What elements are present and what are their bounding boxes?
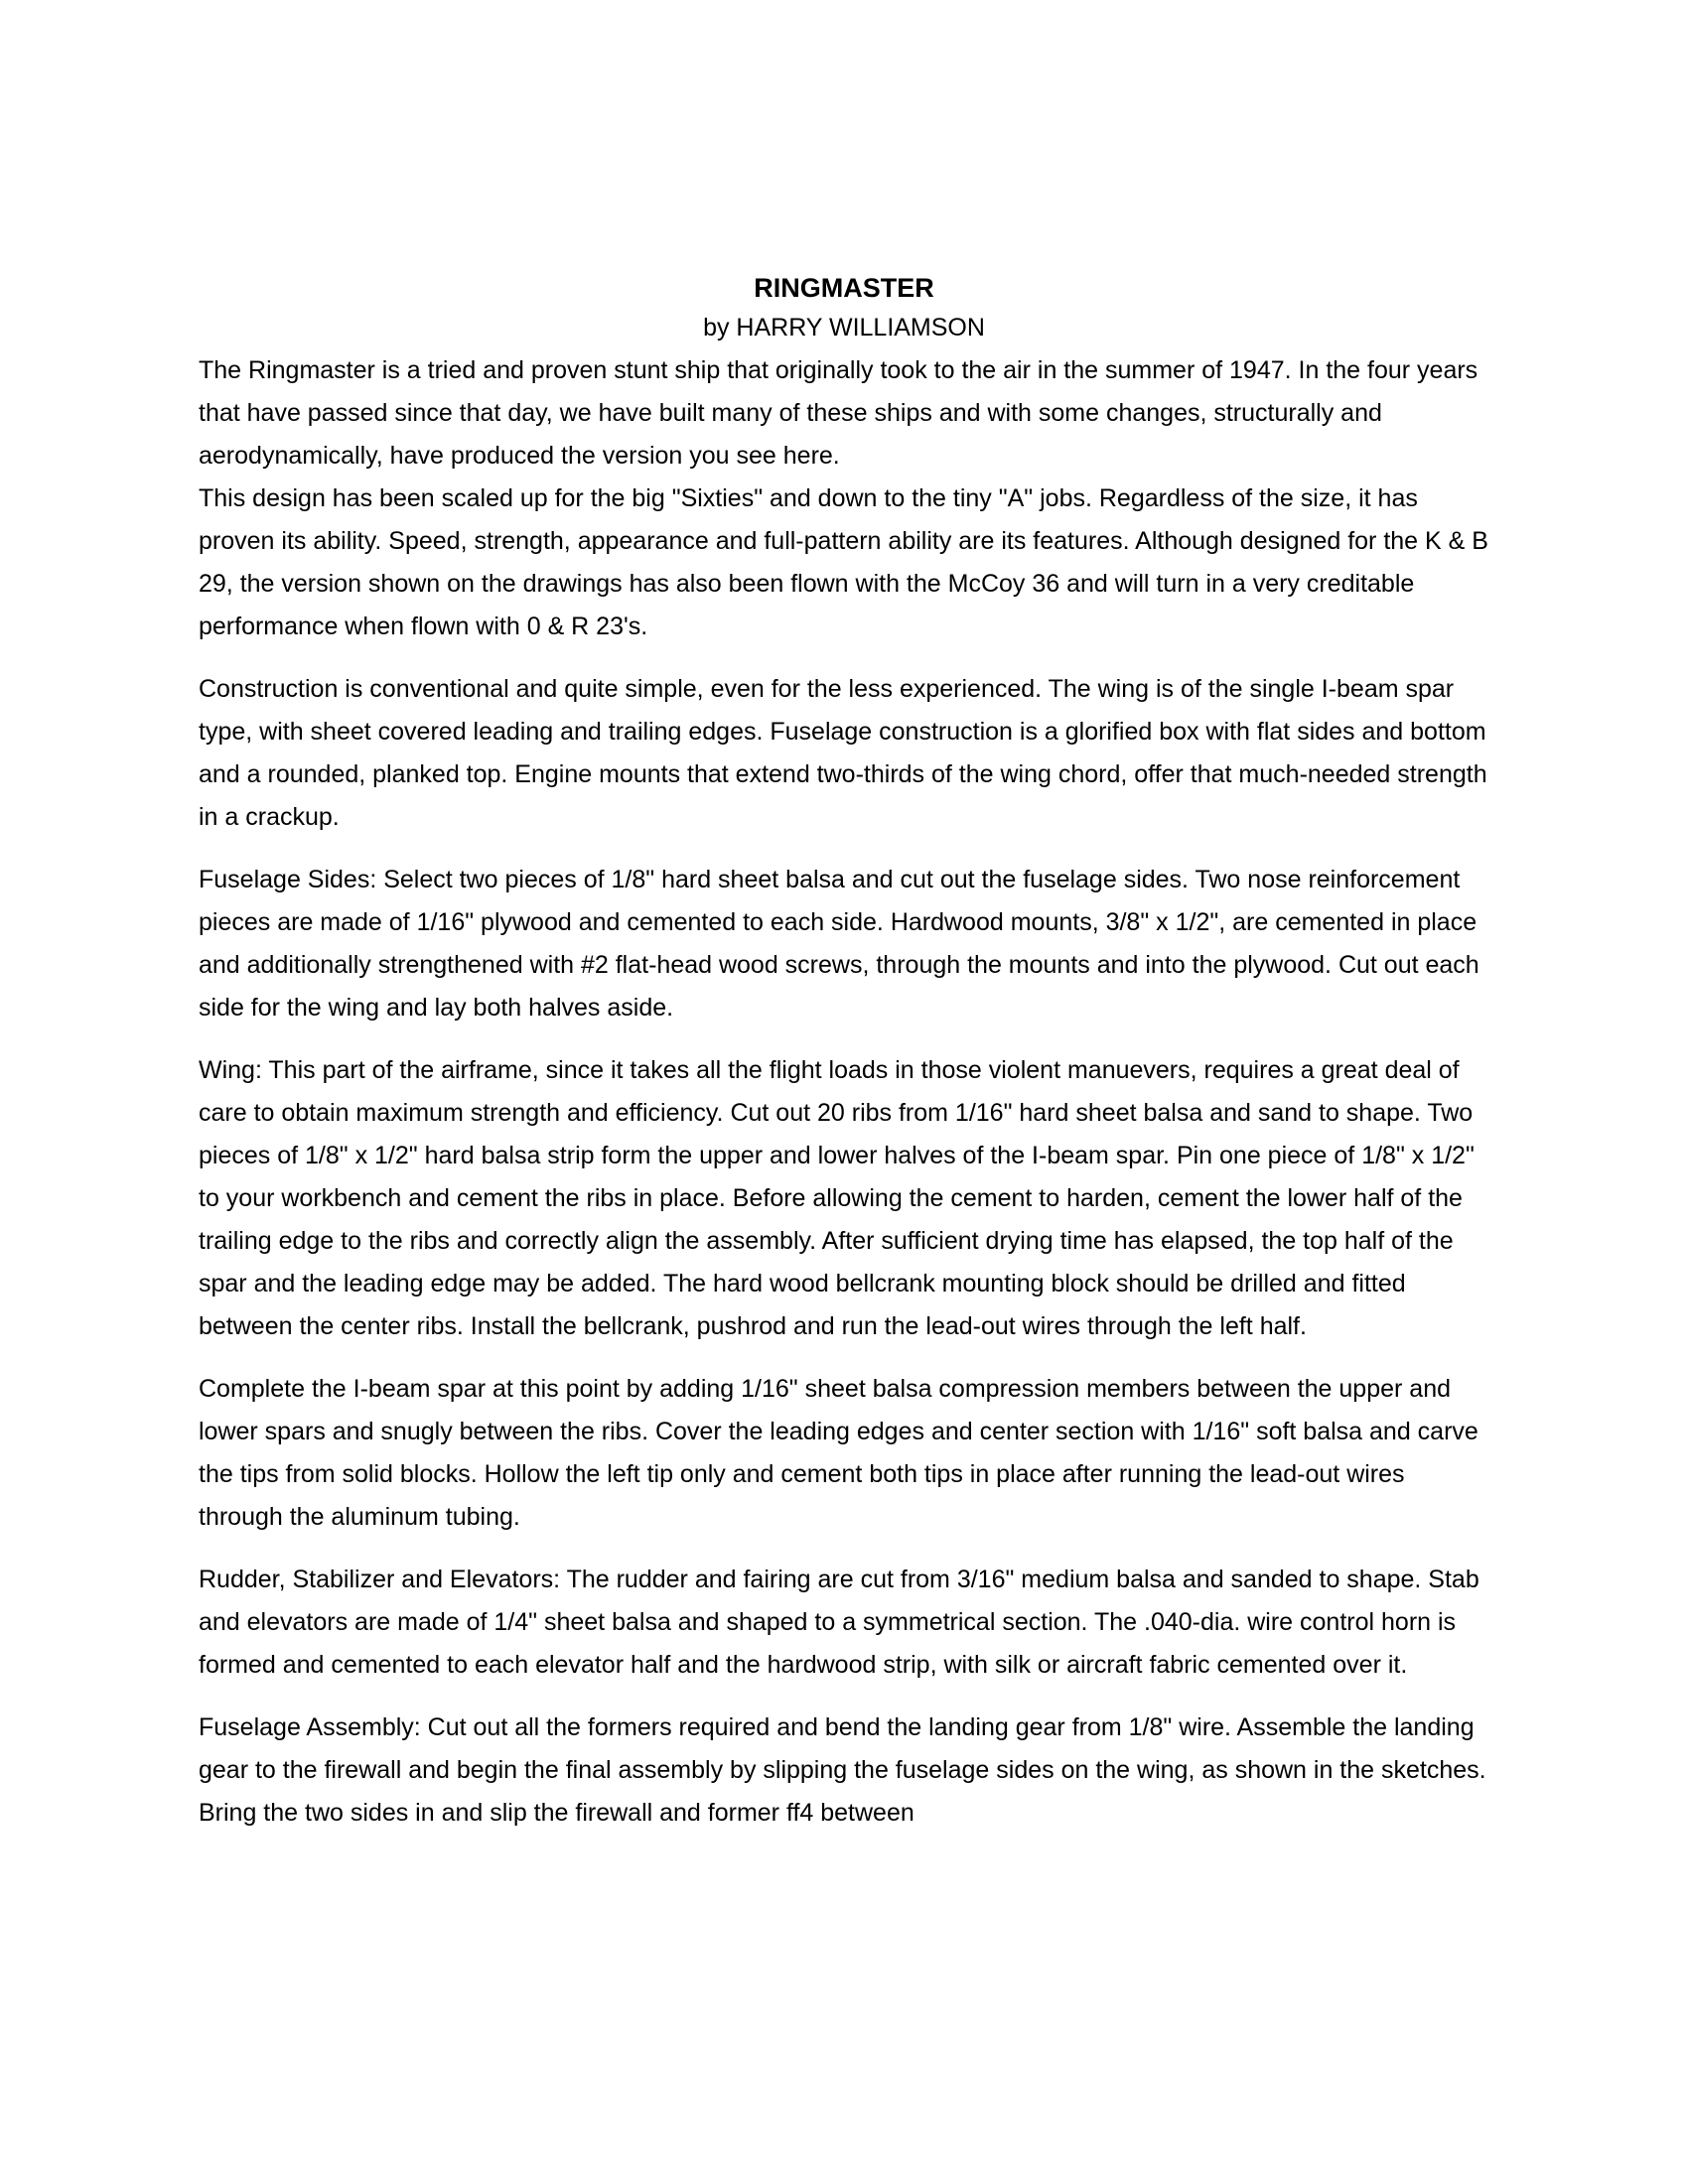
- paragraph-design-scaling: This design has been scaled up for the big "Sixties" and down to the tiny "A" jobs. Regardless of the size, it has proven its ability. Speed, strength, appearance and full-pattern ability are its features. Although designed for the K & B 29, the version shown on the drawings has also been flown with the McCoy 36 and will turn in a very creditable performance when flown with 0 & R 23's.: [199, 484, 1488, 640]
- document-title: RINGMASTER: [754, 273, 934, 303]
- paragraph-fuselage-assembly: Fuselage Assembly: Cut out all the formers required and bend the landing gear from 1/8" wire. Assemble the landing gear to the firewall and begin the final assembly by slipping the fuselage sides on the wing, as shown in the sketches. Bring the two sides in and slip the firewall and former ff4 between: [199, 1713, 1486, 1827]
- paragraph-wing: Wing: This part of the airframe, since it takes all the flight loads in those violent manuevers, requires a great deal of care to obtain maximum strength and efficiency. Cut out 20 ribs from 1/16" hard sheet balsa and sand to shape. Two pieces of 1/8" x 1/2" hard balsa strip form the upper and lower halves of the I-beam spar. Pin one piece of 1/8" x 1/2" to your workbench and cement the ribs in place. Before allowing the cement to harden, cement the lower half of the trailing edge to the ribs and correctly align the assembly. After sufficient drying time has elapsed, the top half of the spar and the leading edge may be added. The hard wood bellcrank mounting block should be drilled and fitted between the center ribs. Install the bellcrank, pushrod and run the lead-out wires through the left half.: [199, 1056, 1475, 1340]
- document-body: [199, 268, 1489, 1835]
- paragraph-tail-surfaces: Rudder, Stabilizer and Elevators: The rudder and fairing are cut from 3/16" medium balsa and sanded to shape. Stab and elevators are made of 1/4" sheet balsa and shaped to a symmetrical section. The .040-dia. wire control horn is formed and cemented to each elevator half and the hardwood strip, with silk or aircraft fabric cemented over it.: [199, 1566, 1479, 1679]
- paragraph-ibeam-spar: Complete the I-beam spar at this point by adding 1/16" sheet balsa compression members between the upper and lower spars and snugly between the ribs. Cover the leading edges and center section with 1/16" soft balsa and carve the tips from solid blocks. Hollow the left tip only and cement both tips in place after running the lead-out wires through the aluminum tubing.: [199, 1375, 1478, 1531]
- document-byline: by HARRY WILLIAMSON: [703, 314, 985, 341]
- paragraph-construction: Construction is conventional and quite simple, even for the less experienced. The wing is of the single I-beam spar type, with sheet covered leading and trailing edges. Fuselage construction is a glorified box with flat sides and bottom and a rounded, planked top. Engine mounts that extend two-thirds of the wing chord, offer that much-needed strength in a crackup.: [199, 675, 1487, 831]
- paragraph-intro: The Ringmaster is a tried and proven stunt ship that originally took to the air in the summer of 1947. In the four years that have passed since that day, we have built many of these ships and with some changes, structurally and aerodynamically, have produced the version you see here.: [199, 356, 1478, 470]
- paragraph-fuselage-sides: Fuselage Sides: Select two pieces of 1/8" hard sheet balsa and cut out the fuselage sides. Two nose reinforcement pieces are made of 1/16" plywood and cemented to each side. Hardwood mounts, 3/8" x 1/2", are cemented in place and additionally strengthened with #2 flat-head wood screws, through the mounts and into the plywood. Cut out each side for the wing and lay both halves aside.: [199, 866, 1479, 1022]
